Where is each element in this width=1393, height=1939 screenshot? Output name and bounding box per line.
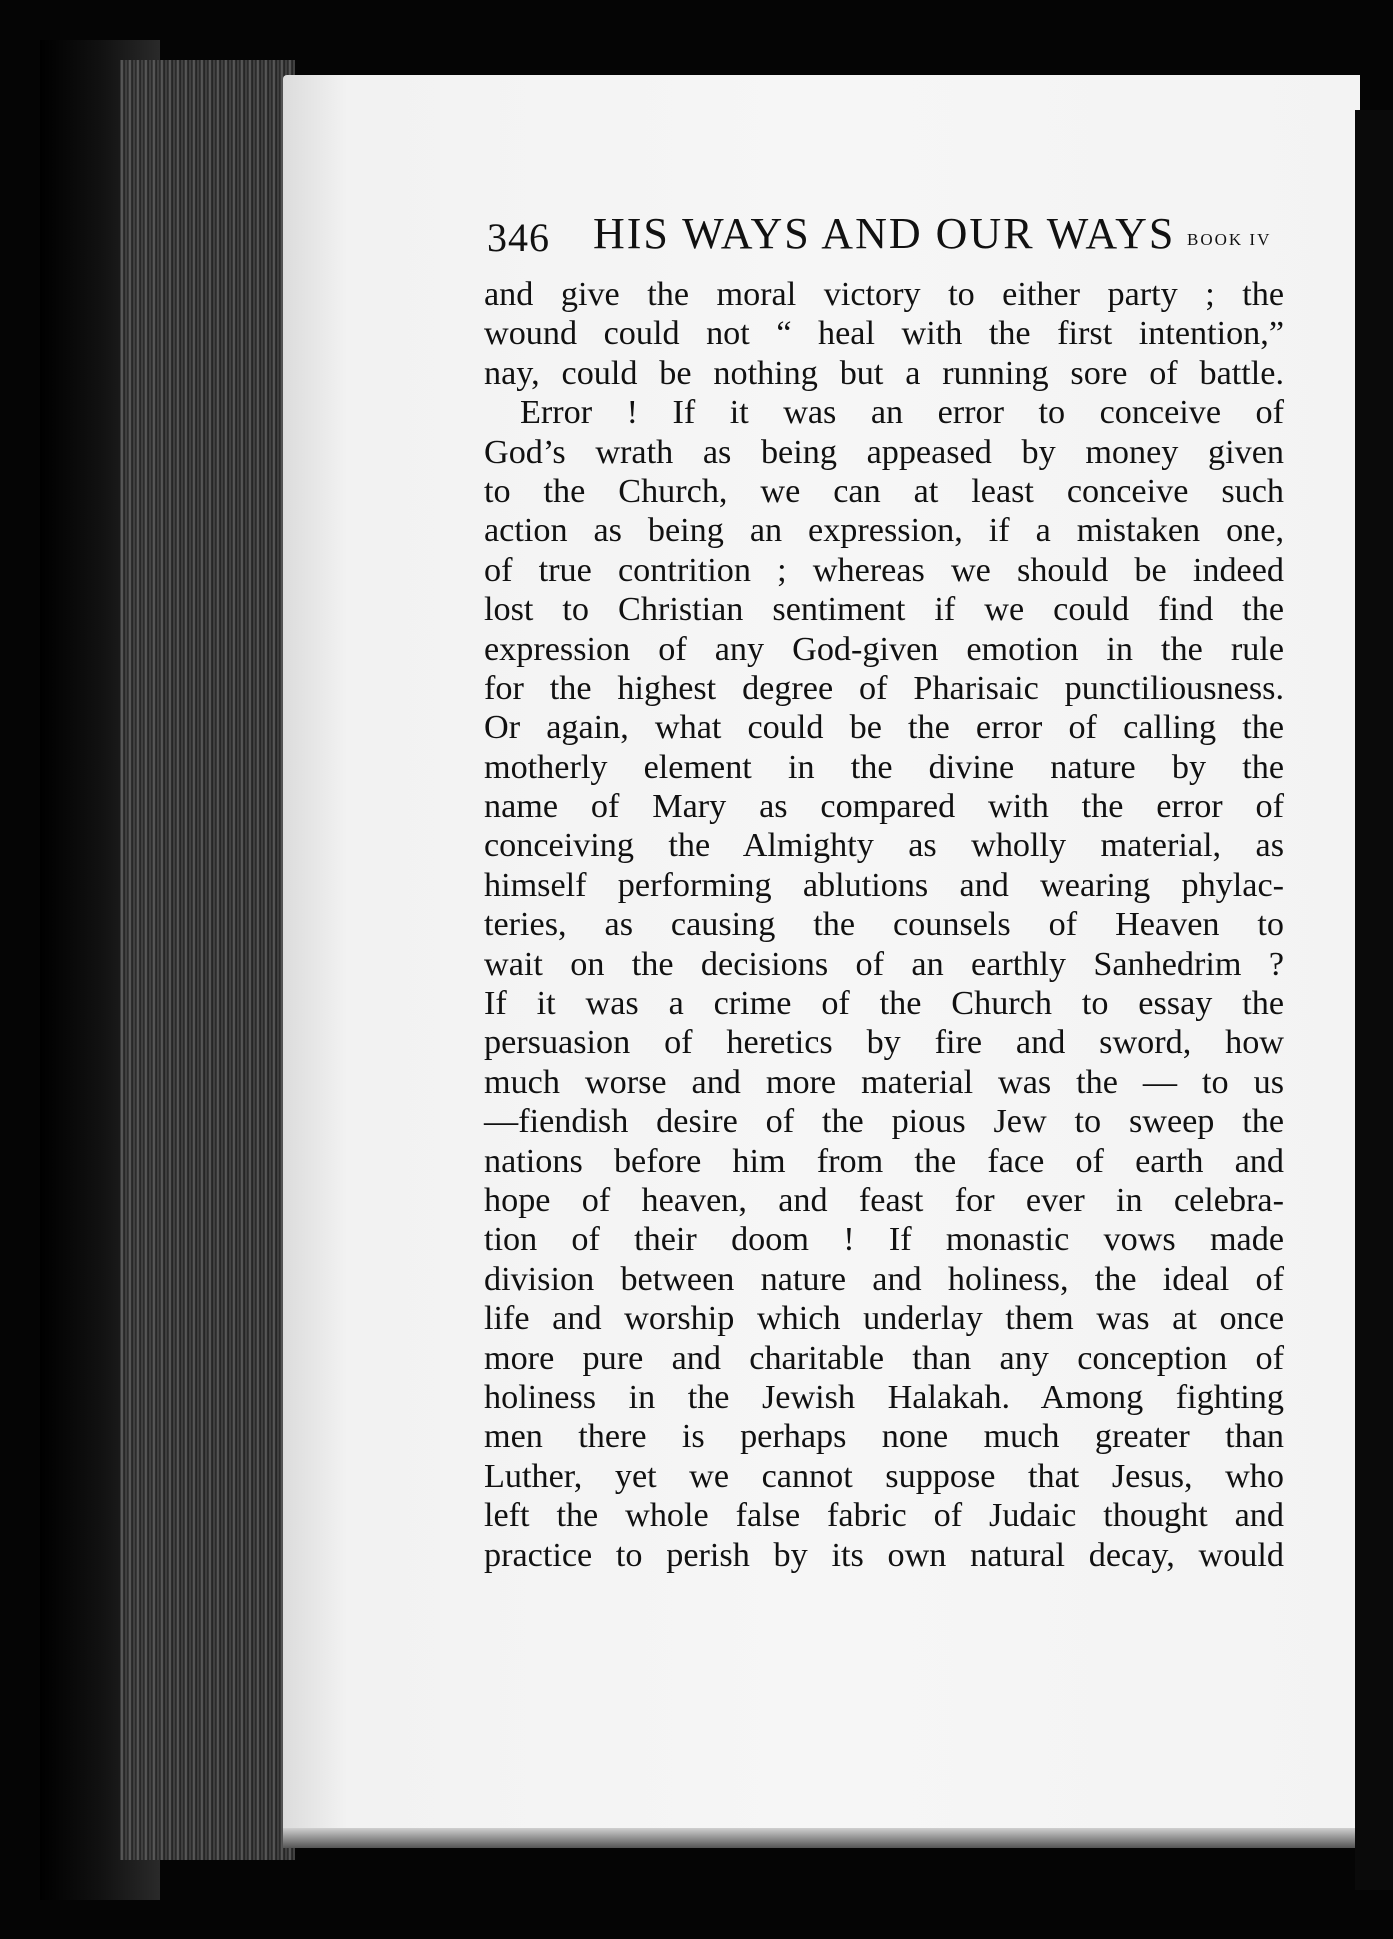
text-line: left the whole false fabric of Judaic thought and xyxy=(484,1497,1284,1535)
text-line: Error ! If it was an error to conceive of xyxy=(520,394,1284,432)
text-line: much worse and more material was the — to us xyxy=(484,1063,1284,1101)
text-line: for the highest degree of Pharisaic punctiliousness. xyxy=(484,669,1284,707)
text-line: teries, as causing the counsels of Heaven to xyxy=(484,906,1284,944)
text-line: nations before him from the face of earth and xyxy=(484,1142,1284,1180)
text-line: division between nature and holiness, the ideal of xyxy=(484,1260,1284,1298)
text-line: God’s wrath as being appeased by money given xyxy=(484,433,1284,471)
text-line: more pure and charitable than any conception of xyxy=(484,1339,1284,1377)
text-line: expression of any God-given emotion in the rule xyxy=(484,630,1284,668)
text-line: action as being an expression, if a mistaken one, xyxy=(484,512,1284,550)
text-line: name of Mary as compared with the error of xyxy=(484,788,1284,826)
text-line: Or again, what could be the error of calling the xyxy=(484,709,1284,747)
text-line: —fiendish desire of the pious Jew to sweep the xyxy=(484,1103,1284,1141)
text-line: life and worship which underlay them was at once xyxy=(484,1300,1284,1338)
text-line: lost to Christian sentiment if we could find the xyxy=(484,591,1284,629)
right-binding-shadow xyxy=(1355,110,1393,1890)
running-title: HIS WAYS AND OUR WAYS xyxy=(593,209,1176,258)
text-line: motherly element in the divine nature by the xyxy=(484,748,1284,786)
text-line: to the Church, we can at least conceive such xyxy=(484,472,1284,510)
text-line: If it was a crime of the Church to essay the xyxy=(484,985,1284,1023)
text-line: hope of heaven, and feast for ever in celebra- xyxy=(484,1181,1284,1219)
page-number: 346 xyxy=(487,215,550,260)
book-page-edges xyxy=(120,60,295,1860)
text-line: himself performing ablutions and wearing phylac- xyxy=(484,866,1284,904)
text-line: Luther, yet we cannot suppose that Jesus, who xyxy=(484,1457,1284,1495)
text-line: wound could not “ heal with the first intention,” xyxy=(484,315,1284,353)
text-line: persuasion of heretics by fire and sword, how xyxy=(484,1024,1284,1062)
text-line: conceiving the Almighty as wholly material, as xyxy=(484,827,1284,865)
text-line: practice to perish by its own natural decay, would xyxy=(484,1536,1284,1574)
text-line: men there is perhaps none much greater than xyxy=(484,1418,1284,1456)
book-reference: BOOK IV xyxy=(1187,230,1272,249)
text-line: holiness in the Jewish Halakah. Among fighting xyxy=(484,1378,1284,1416)
body-text xyxy=(484,275,1284,1575)
text-line: and give the moral victory to either party ; the xyxy=(484,276,1284,313)
running-head xyxy=(487,208,1292,268)
text-line: of true contrition ; whereas we should be indeed xyxy=(484,551,1284,589)
text-line: nay, could be nothing but a running sore of battle. xyxy=(484,354,1284,392)
text-line: tion of their doom ! If monastic vows made xyxy=(484,1221,1284,1259)
text-line: wait on the decisions of an earthly Sanhedrim ? xyxy=(484,945,1284,983)
page-bottom-edge xyxy=(283,1828,1383,1848)
